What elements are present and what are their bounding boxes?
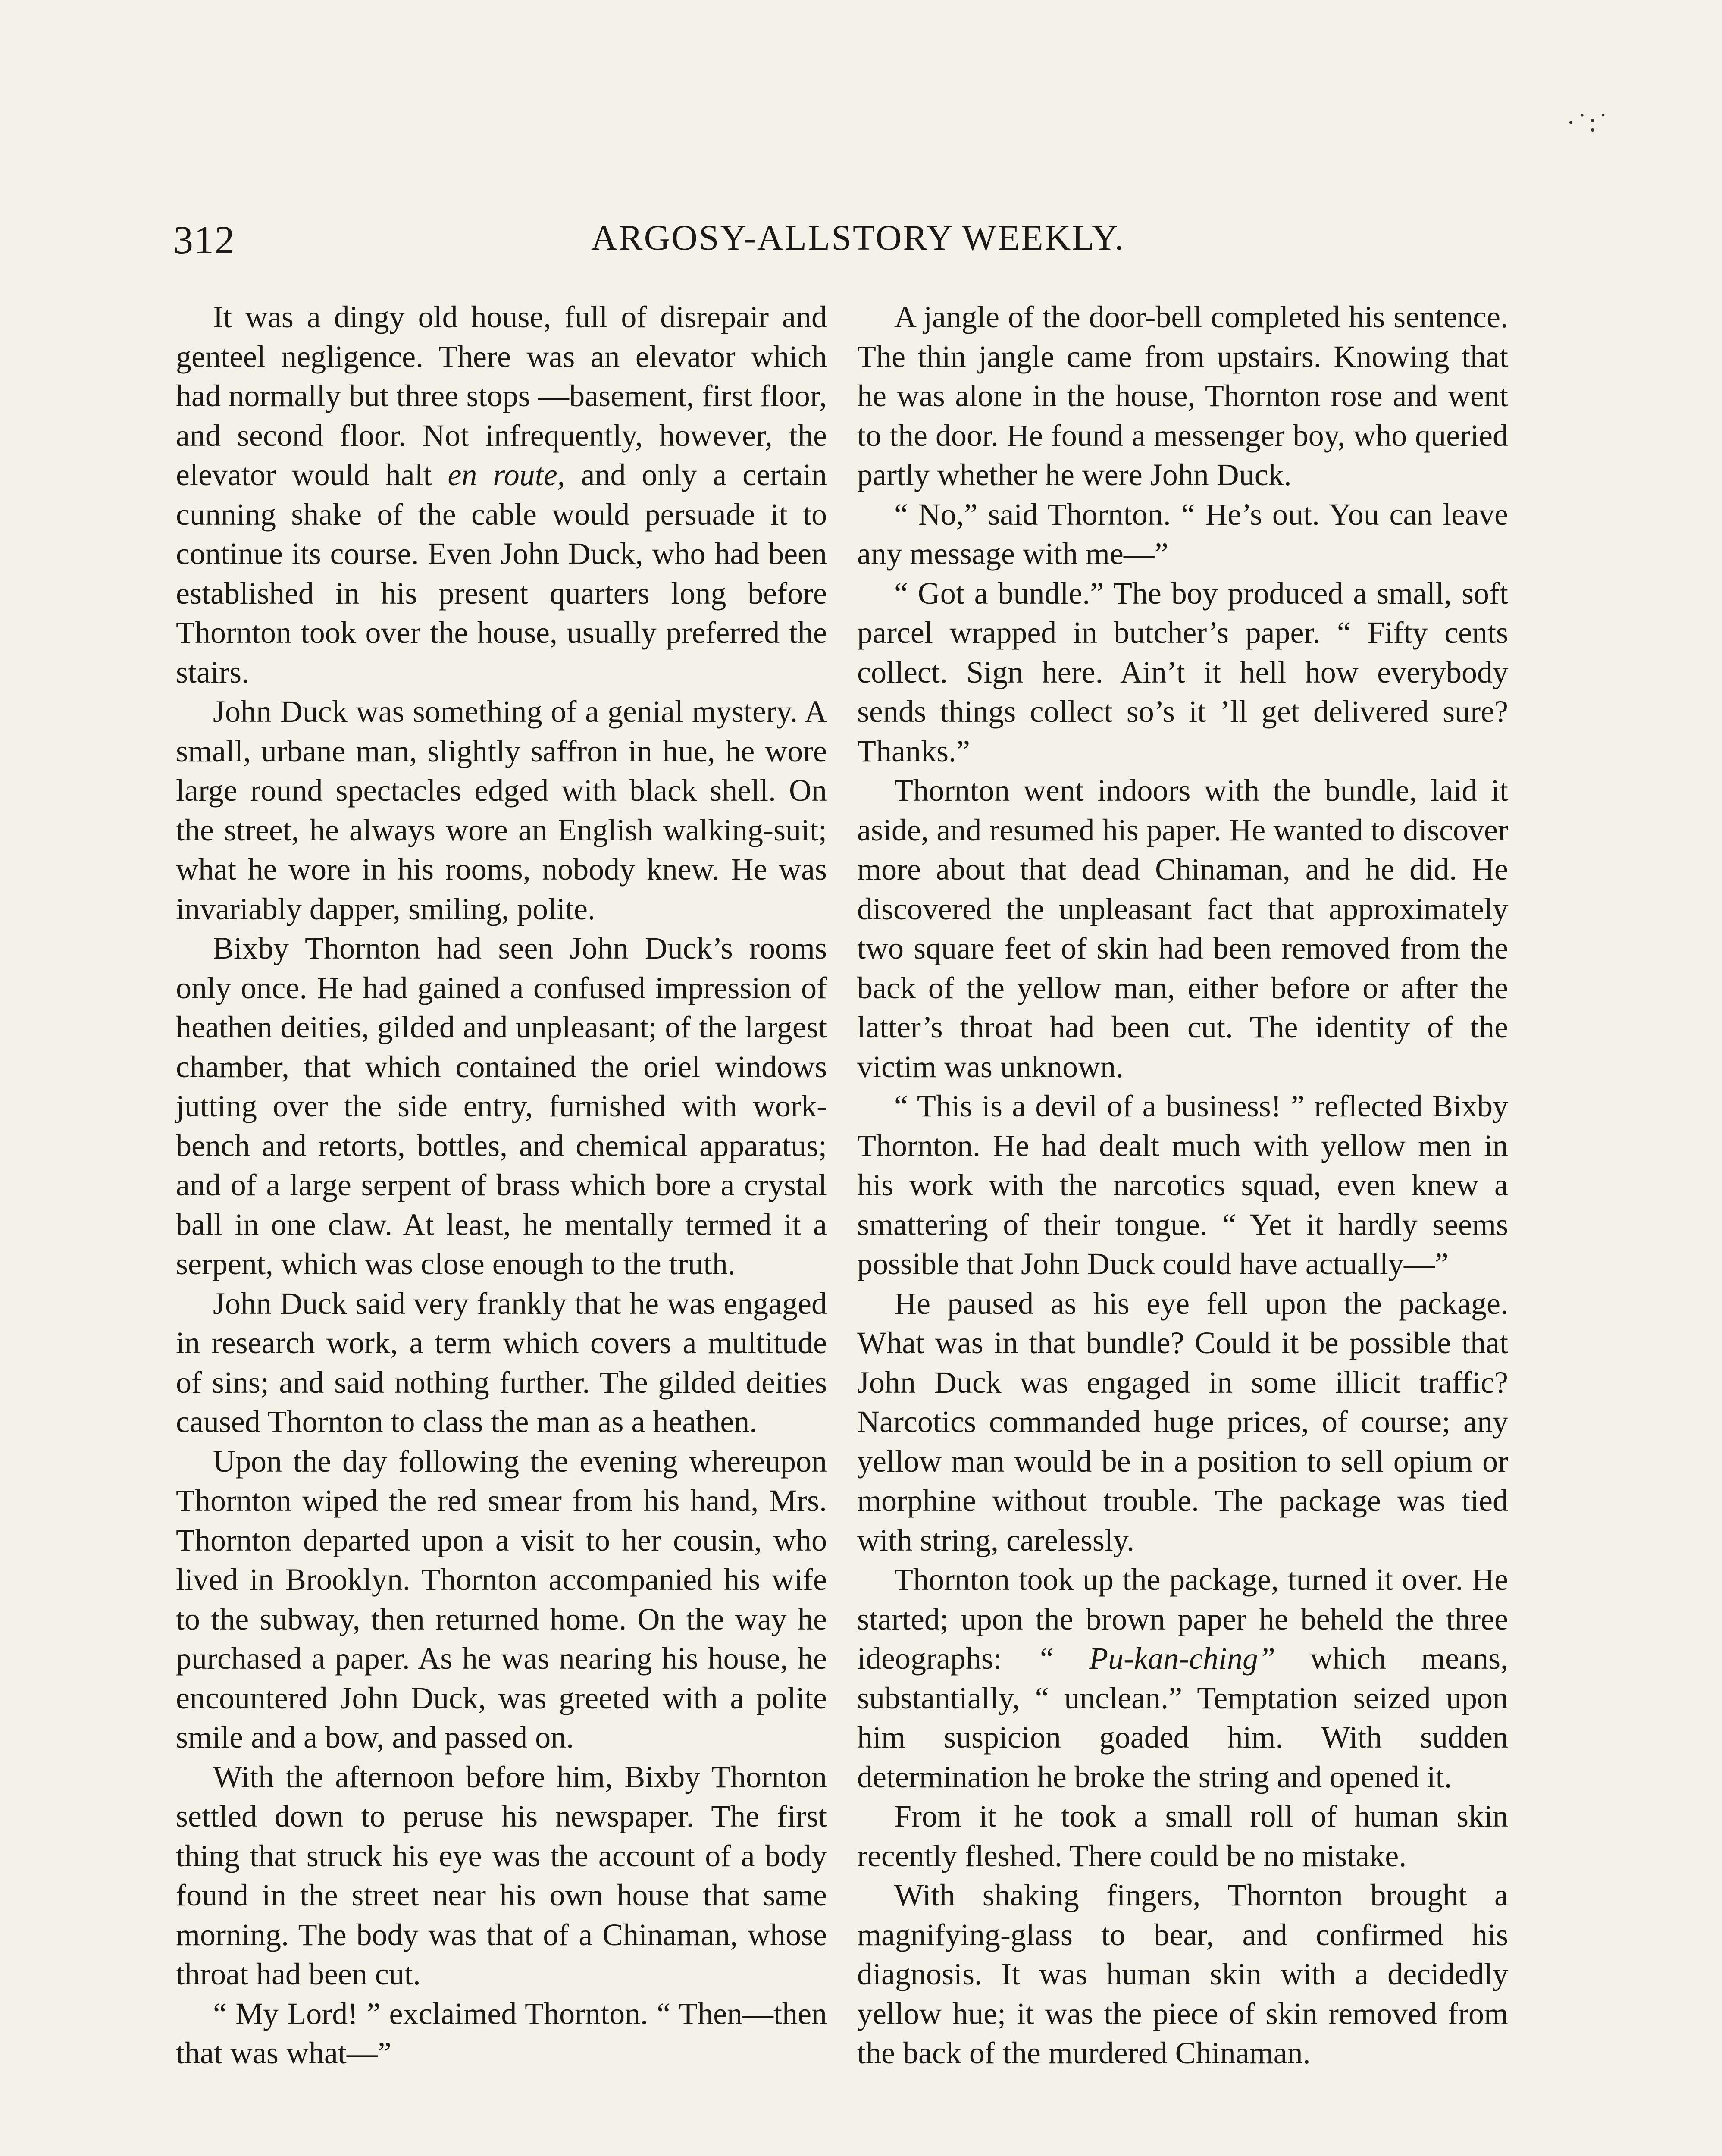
paragraph: With the afternoon before him, Bixby Thornton settled down to peruse his newspaper. The first thing that struck his eye was the account of a body found in the street near his own house that same morning. The body was that of a Chinaman, whose throat had been cut. xyxy=(176,1759,827,1991)
paragraph: With shaking fingers, Thornton brought a magnifying-glass to bear, and confirmed his diagnosis. It was human skin with a decidedly yellow hue; it was the piece of skin removed from the back of the murdered Chinaman. xyxy=(857,1878,1508,2070)
paragraph: “ No,” said Thornton. “ He’s out. You can leave any message with me—” xyxy=(857,497,1508,571)
page-number: 312 xyxy=(173,218,235,262)
paragraph: Thornton took up the package, turned it over. He started; upon the brown paper he beheld the three ideographs: “ Pu-kan-ching” which means, substantially, “ unclean.” Temptation seized upon him suspicion goaded him. With sudden determination he broke the string and opened it. xyxy=(857,1562,1508,1794)
paragraph: Bixby Thornton had seen John Duck’s rooms only once. He had gained a confused impression of heathen deities, gilded and unpleasant; of the largest chamber, that which contained the oriel windows jutting over the side entry, furnished with work-bench and retorts, bottles, and chemical apparatus; and of a large serpent of brass which bore a crystal ball in one claw. At least, he mentally termed it a serpent, which was close enough to the truth. xyxy=(176,931,827,1281)
paragraph: Upon the day following the evening whereupon Thornton wiped the red smear from his hand, Mrs. Thornton departed upon a visit to her cousin, who lived in Brooklyn. Thornton accompanied his wife to the subway, then returned home. On the way he purchased a paper. As he was nearing his house, he encountered John Duck, was greeted with a polite smile and a bow, and passed on. xyxy=(176,1444,827,1755)
right-column xyxy=(857,298,1508,2073)
paragraph: “ This is a devil of a business! ” reflected Bixby Thornton. He had dealt much with yellow men in his work with the narcotics squad, even knew a smattering of their tongue. “ Yet it hardly seems possible that John Duck could have actually—” xyxy=(857,1089,1508,1281)
paragraph: John Duck said very frankly that he was engaged in research work, a term which covers a multitude of sins; and said nothing further. The gilded deities caused Thornton to class the man as a heathen. xyxy=(176,1286,827,1439)
left-column xyxy=(176,298,827,2073)
paragraph: “ My Lord! ” exclaimed Thornton. “ Then—then that was what—” xyxy=(176,1996,827,2070)
paragraph: It was a dingy old house, full of disrepair and genteel negligence. There was an elevator which had normally but three stops —basement, first floor, and second floor. Not infrequently, however, the elevator would halt en route, and only a certain cunning shake of the cable would persuade it to continue its course. Even John Duck, who had been established in his present quarters long before Thornton took over the house, usually preferred the stairs. xyxy=(176,300,827,689)
paragraph: Thornton went indoors with the bundle, laid it aside, and resumed his paper. He wanted to discover more about that dead Chinaman, and he did. He discovered the unpleasant fact that approximately two square feet of skin had been removed from the back of the yellow man, either before or after the latter’s throat had been cut. The identity of the victim was unknown. xyxy=(857,773,1508,1084)
paragraph: From it he took a small roll of human skin recently fleshed. There could be no mistake. xyxy=(857,1799,1508,1873)
ocr-speck-mark: ·˙:˙ xyxy=(1566,108,1610,137)
paragraph: “ Got a bundle.” The boy produced a small, soft parcel wrapped in butcher’s paper. “ Fifty cents collect. Sign here. Ain’t it hell how everybody sends things collect so’s it ’ll get delivered sure? Thanks.” xyxy=(857,576,1508,768)
running-head: ARGOSY-ALLSTORY WEEKLY. xyxy=(591,218,1125,258)
paragraph: He paused as his eye fell upon the package. What was in that bundle? Could it be possible that John Duck was engaged in some illicit traffic? Narcotics commanded huge prices, of course; any yellow man would be in a position to sell opium or morphine without trouble. The package was tied with string, carelessly. xyxy=(857,1286,1508,1557)
paragraph: A jangle of the door-bell completed his sentence. The thin jangle came from upstairs. Knowing that he was alone in the house, Thornton rose and went to the door. He found a messenger boy, who queried partly whether he were John Duck. xyxy=(857,300,1508,492)
paragraph: John Duck was something of a genial mystery. A small, urbane man, slightly saffron in hue, he wore large round spectacles edged with black shell. On the street, he always wore an English walking-suit; what he wore in his rooms, nobody knew. He was invariably dapper, smiling, polite. xyxy=(176,694,827,926)
